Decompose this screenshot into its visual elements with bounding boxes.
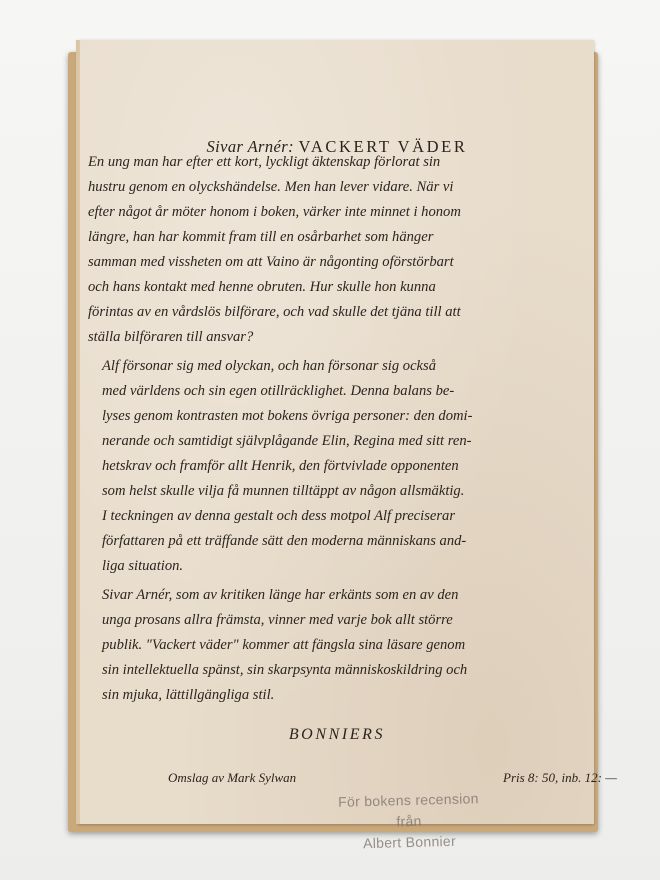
library-stamp xyxy=(323,788,495,855)
blurb-line: ställa bilföraren till ansvar? xyxy=(88,329,254,345)
blurb-paragraph xyxy=(88,150,542,350)
blurb-line: efter något år möter honom i boken, värker inte minnet i honom xyxy=(88,204,461,220)
blurb-line: Alf försonar sig med olyckan, och han försonar sig också xyxy=(102,358,437,374)
blurb-line: lyses genom kontrasten mot bokens övriga personer: den domi- xyxy=(102,408,473,424)
stamp-line-1: För bokens recension från xyxy=(337,790,479,830)
blurb-line: författaren på ett träffande sätt den moderna människans and- xyxy=(102,533,467,549)
blurb-line: I teckningen av denna gestalt och dess motpol Alf preciserar xyxy=(102,508,456,524)
blurb-line: En ung man har efter ett kort, lyckligt äktenskap förlorat sin xyxy=(88,154,441,170)
blurb-line: hustru genom en olyckshändelse. Men han lever vidare. När vi xyxy=(88,179,454,195)
blurb-line: nerande och samtidigt självplågande Elin, Regina med sitt ren- xyxy=(102,433,472,449)
blurb-line: och hans kontakt med henne obruten. Hur skulle hon kunna xyxy=(88,279,436,295)
blurb-line: förintas av en vårdslös bilförare, och vad skulle det tjäna till att xyxy=(88,304,461,320)
blurb-line: som helst skulle vilja få munnen tilltäppt av någon allsmäktig. xyxy=(102,483,465,499)
blurb-text xyxy=(88,150,542,712)
price-text: Pris 8: 50, inb. 12: — xyxy=(503,770,617,785)
blurb-line: längre, han har kommit fram till en osårbarhet som hänger xyxy=(88,229,434,245)
publisher-name: BONNIERS xyxy=(288,726,386,743)
blurb-line: unga prosans allra främsta, vinner med varje bok allt större xyxy=(102,612,453,628)
author-name: Sivar Arnér: xyxy=(206,137,294,156)
blurb-line: sin mjuka, lättillgängliga stil. xyxy=(102,687,275,703)
blurb-line: samman med vissheten om att Vaino är någonting oförstörbart xyxy=(88,254,454,270)
blurb-paragraph xyxy=(88,354,542,579)
cover-credit: Omslag av Mark Sylwan xyxy=(168,770,297,785)
blurb-line: liga situation. xyxy=(102,558,184,574)
book-title: VACKERT VÄDER xyxy=(298,137,468,156)
stamp-line-2: Albert Bonnier xyxy=(362,832,457,852)
blurb-paragraph xyxy=(88,583,542,708)
blurb-line: Sivar Arnér, som av kritiken länge har erkänts som en av den xyxy=(102,587,459,603)
blurb-line: publik. "Vackert väder" kommer att fängsla sina läsare genom xyxy=(102,637,466,653)
blurb-line: sin intellektuella spänst, sin skarpsynta människoskildring och xyxy=(102,662,468,678)
blurb-line: hetskrav och framför allt Henrik, den förtvivlade opponenten xyxy=(102,458,459,474)
blurb-line: med världens och sin egen otillräcklighet. Denna balans be- xyxy=(102,383,455,399)
